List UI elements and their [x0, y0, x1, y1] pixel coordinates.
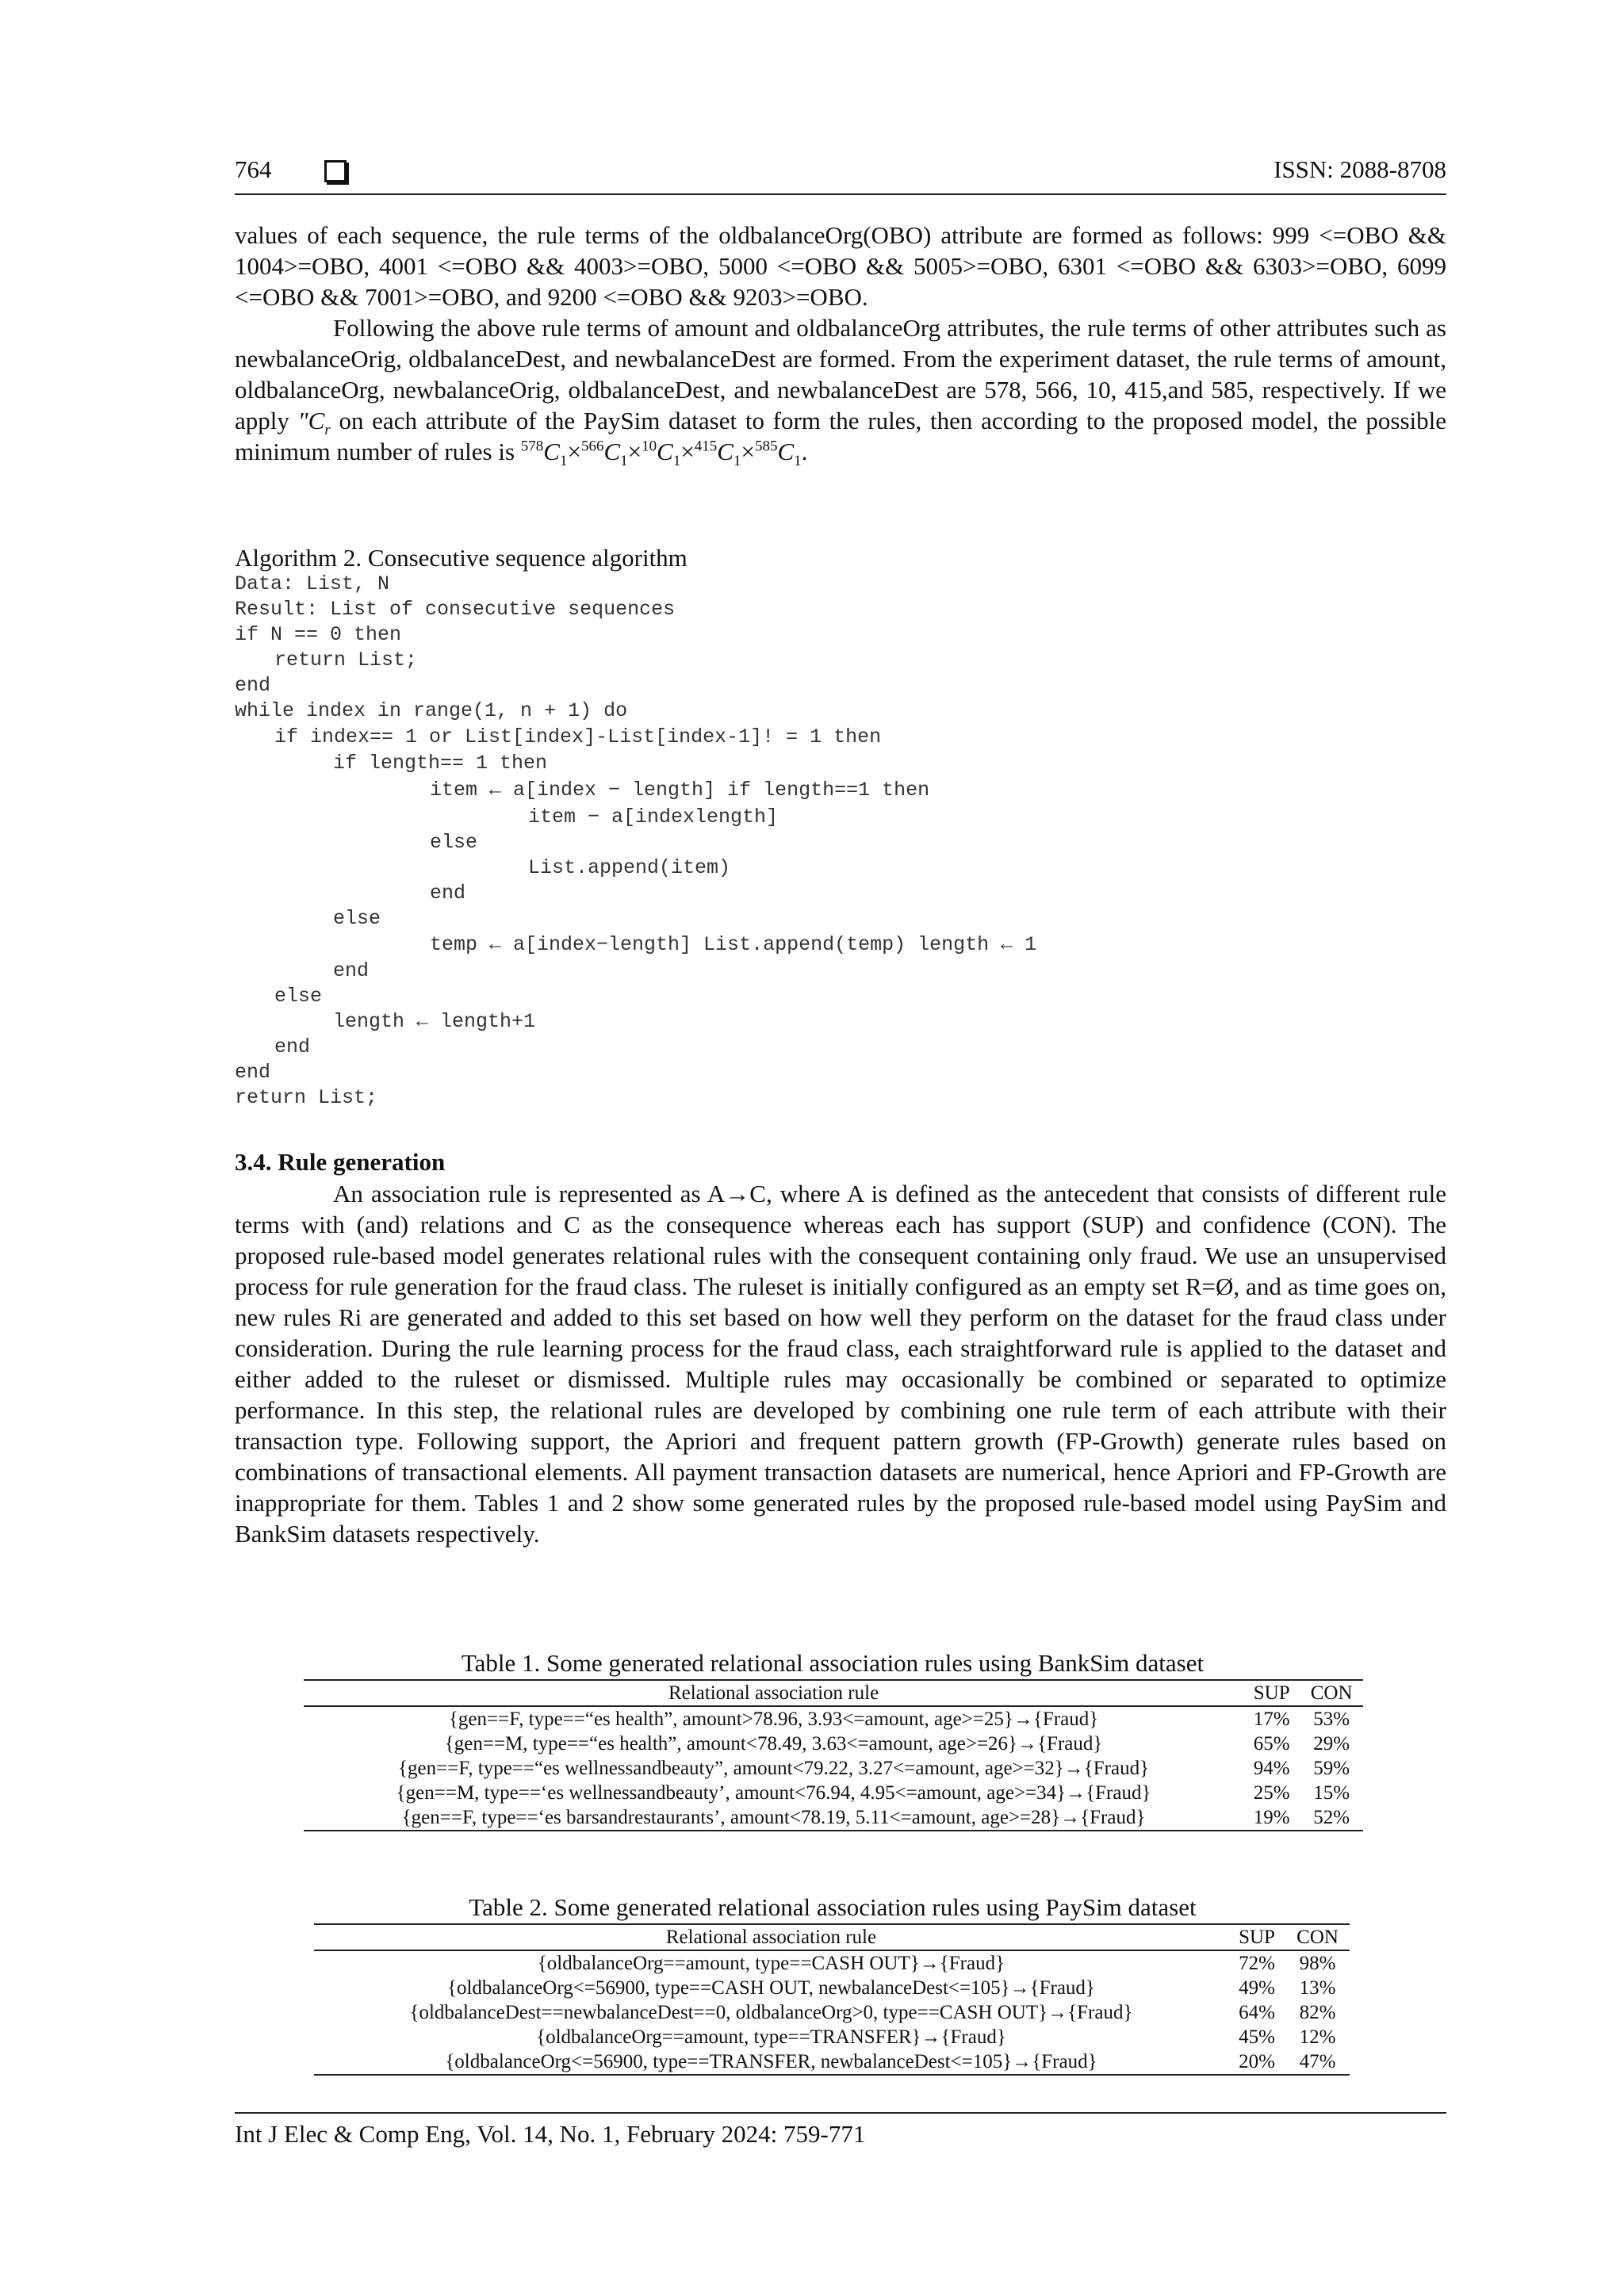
- rule-cell: {gen==M, type==“es health”, amount<78.49, 3.63<=amount, age>=26}→{Fraud}: [444, 1733, 1103, 1755]
- table1-header-rule: Relational association rule: [304, 1680, 1243, 1706]
- algo-line: end: [235, 674, 271, 697]
- algo-line: temp ← a[index−length] List.append(temp) length ← 1: [430, 933, 1037, 956]
- table1-header-con: CON: [1300, 1680, 1363, 1706]
- rule-cell: {oldbalanceOrg<=56900, type==TRANSFER, newbalanceDest<=105}→{Fraud}: [314, 2049, 1228, 2075]
- algo-line: else: [430, 831, 478, 854]
- ncr-symbol: "C: [297, 407, 325, 434]
- con-cell: 12%: [1299, 2026, 1336, 2048]
- table2: [314, 1923, 1350, 2076]
- table2-header-rule: Relational association rule: [314, 1924, 1228, 1950]
- sup-cell: 17%: [1253, 1709, 1290, 1730]
- rule-cell: {oldbalanceDest==newbalanceDest==0, oldbalanceOrg>0, type==CASH OUT}→{Fraud}: [409, 2002, 1133, 2023]
- table2-header-sup: SUP: [1228, 1924, 1285, 1950]
- table-row: [314, 2000, 1350, 2025]
- rule-cell: {oldbalanceOrg<=56900, type==CASH OUT, newbalanceDest<=105}→{Fraud}: [446, 1977, 1095, 1999]
- rule-cell: {oldbalanceOrg==amount, type==TRANSFER}→{Fraud}: [536, 2026, 1006, 2048]
- page-number: 764: [235, 155, 272, 183]
- algo-line: item − a[indexlength]: [528, 806, 779, 828]
- table-row: [304, 1732, 1363, 1756]
- sup-cell: 64%: [1239, 2002, 1275, 2023]
- table1-header-sup: SUP: [1243, 1680, 1300, 1706]
- square-bullet-icon: [324, 160, 347, 182]
- algo-line: return List;: [235, 1086, 378, 1109]
- section-body: [235, 1178, 1446, 1549]
- table-row: [304, 1706, 1363, 1732]
- con-cell: 13%: [1299, 1977, 1336, 1999]
- table2-caption: Table 2. Some generated relational association rules using PaySim dataset: [469, 1893, 1197, 1921]
- paragraph-rule-generation: An association rule is represented as A→C, where A is defined as the antecedent that consists of different rule terms with (and) relations and C as the consequence whereas each has support (SUP) and confidence (CON). The proposed rule-based model generates relational rules with the consequent containing only fraud. We use an unsupervised process for rule generation for the fraud class. The ruleset is initially configured as an empty set R=Ø, and as time goes on, new rules Ri are generated and added to this set based on how well they perform on the dataset for the fraud class under consideration. During the rule learning process for the fraud class, each straightforward rule is applied to the dataset and either added to the ruleset or dismissed. Multiple rules may occasionally be combined or separated to optimize performance. In this step, the relational rules are developed by combining one rule term of each attribute with their transaction type. Following support, the Apriori and frequent pattern growth (FP-Growth) generate rules based on combinations of transactional elements. All payment transaction datasets are numerical, hence Apriori and FP-Growth are inappropriate for them. Tables 1 and 2 show some generated rules by the proposed rule-based model using PaySim and BankSim datasets respectively.: [235, 1180, 1446, 1548]
- paragraph-obo-rule-terms: values of each sequence, the rule terms of the oldbalanceOrg(OBO) attribute are formed as follows: 999 <=OBO && 1004>=OBO, 4001 <=OBO && 4003>=OBO, 5000 <=OBO && 5005>=OBO, 6301 <=OBO && 6303>=OBO, 6099 <=OBO && 7001>=OBO, and 9200 <=OBO && 9203>=OBO.: [235, 221, 1446, 311]
- rule-cell: {oldbalanceOrg==amount, type==CASH OUT}→{Fraud}: [537, 1953, 1005, 1974]
- algo-line: end: [235, 1061, 271, 1084]
- table-row: [314, 2025, 1350, 2049]
- con-cell: 98%: [1299, 1953, 1336, 1974]
- sup-cell: 65%: [1253, 1733, 1290, 1755]
- sup-cell: 49%: [1239, 1977, 1275, 1999]
- con-cell: 15%: [1313, 1782, 1350, 1804]
- algo-line: end: [333, 959, 370, 982]
- con-cell: 47%: [1285, 2049, 1350, 2075]
- intro-text: [235, 220, 1446, 470]
- sup-cell: 25%: [1253, 1782, 1290, 1804]
- algo-line: Data: List, N: [235, 572, 390, 595]
- algo-line: end: [430, 882, 466, 905]
- sup-cell: 20%: [1228, 2049, 1285, 2075]
- table-row: [314, 1976, 1350, 2000]
- journal-citation: Int J Elec & Comp Eng, Vol. 14, No. 1, February 2024: 759-771: [235, 2120, 866, 2148]
- con-cell: 82%: [1299, 2002, 1336, 2023]
- rule-cell: {gen==F, type==“es wellnessandbeauty”, amount<79.22, 3.27<=amount, age>=32}→{Fraud}: [398, 1758, 1150, 1779]
- table-row: [304, 1805, 1363, 1831]
- sup-cell: 19%: [1243, 1805, 1300, 1831]
- algo-line: else: [333, 907, 381, 930]
- algo-line: List.append(item): [528, 856, 731, 879]
- page-footer: [235, 2112, 1446, 2149]
- algo-line: if length== 1 then: [333, 752, 548, 775]
- rule-cell: {gen==F, type==“es health”, amount>78.96, 3.93<=amount, age>=25}→{Fraud}: [448, 1709, 1099, 1730]
- algo-line: else: [274, 985, 323, 1008]
- table1: [304, 1679, 1363, 1831]
- con-cell: 53%: [1313, 1709, 1350, 1730]
- table-row: [314, 1950, 1350, 1976]
- table-row: [304, 1756, 1363, 1781]
- section-heading: 3.4. Rule generation: [235, 1148, 446, 1176]
- con-cell: 59%: [1313, 1758, 1350, 1779]
- algo-line: end: [274, 1035, 311, 1058]
- con-cell: 29%: [1313, 1733, 1350, 1755]
- rule-count-formula: $^{578}C_1\times^{566}C_1\times^{10}C_1\times^{415}C_1\times^{585}C_1$.: [520, 438, 808, 470]
- algo-line: length ← length+1: [333, 1010, 536, 1033]
- table-row: [304, 1781, 1363, 1805]
- sup-cell: 45%: [1239, 2026, 1275, 2048]
- algo-line: if index== 1 or List[index]-List[index-1]! = 1 then: [274, 725, 882, 748]
- sup-cell: 72%: [1239, 1953, 1275, 1974]
- table-row: [314, 2049, 1350, 2075]
- algo-line: Result: List of consecutive sequences: [235, 598, 676, 621]
- paragraph-rule-count: Following the above rule terms of amount and oldbalanceOrg attributes, the rule terms of other attributes such as newbalanceOrig, oldbalanceDest, and newbalanceDest are formed. From the experiment dataset, the rule terms of amount, oldbalanceOrg, newbalanceOrig, oldbalanceDest, and newbalanceDest are 578, 566, 10, 415,and 585, respectively. If we apply "$C_r$ on each attribute of the PaySim dataset to form the rules, then according to the proposed model, the possible minimum number of rules is $^{578}C_1\times^{566}C_1\times^{10}C_1\times^{415}C_1\times^{585}C_1$.: [235, 314, 1446, 470]
- sup-cell: 94%: [1253, 1758, 1290, 1779]
- con-cell: 52%: [1300, 1805, 1363, 1831]
- algo-line: return List;: [274, 649, 418, 672]
- table1-caption: Table 1. Some generated relational association rules using BankSim dataset: [461, 1649, 1205, 1677]
- algo-line: if N == 0 then: [235, 623, 402, 646]
- rule-cell: {gen==F, type==‘es barsandrestaurants’, amount<78.19, 5.11<=amount, age>=28}→{Fraud}: [304, 1805, 1243, 1831]
- issn: ISSN: 2088-8708: [1274, 155, 1446, 183]
- algo-line: while index in range(1, n + 1) do: [235, 699, 628, 722]
- algo-line: item ← a[index − length] if length==1 then: [430, 779, 930, 802]
- algorithm-title: Algorithm 2. Consecutive sequence algorithm: [235, 544, 688, 572]
- page-header: [235, 155, 1446, 195]
- rule-cell: {gen==M, type==‘es wellnessandbeauty’, amount<76.94, 4.95<=amount, age>=34}→{Fraud}: [396, 1782, 1151, 1804]
- table2-header-con: CON: [1285, 1924, 1350, 1950]
